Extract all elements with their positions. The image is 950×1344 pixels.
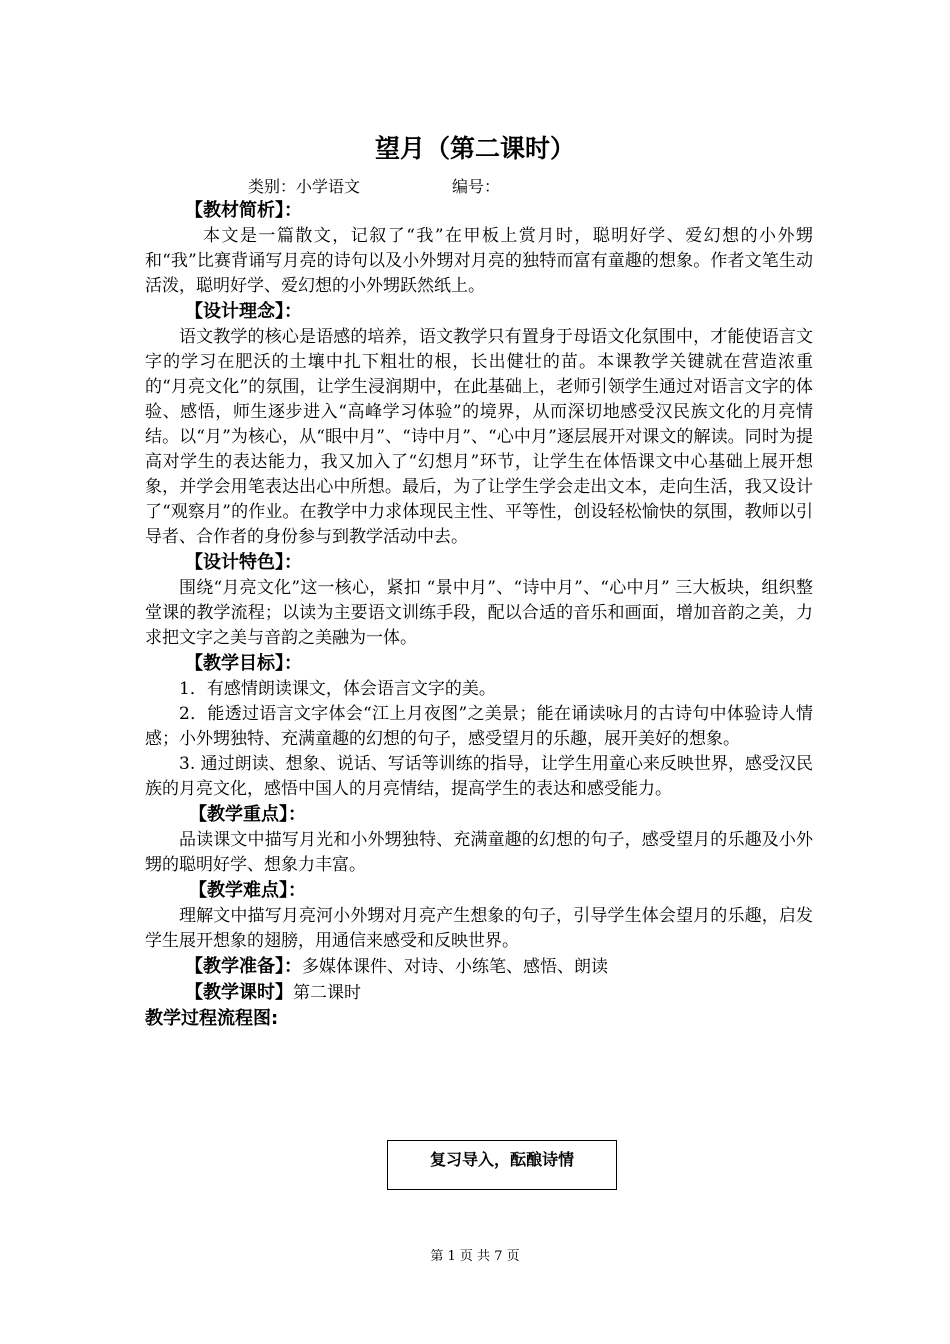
preparation-value: 多媒体课件、对诗、小练笔、感悟、朗读 bbox=[302, 957, 608, 977]
section-heading-features: 【设计特色】： bbox=[185, 552, 302, 573]
section-heading-goals: 【教学目标】： bbox=[185, 653, 302, 674]
paragraph-difficulties: 理解文中描写月亮河小外甥对月亮产生想象的句子，引导学生体会望月的乐趣，启发学生展开想象的翅膀，用通信来感受和反映世界。 bbox=[145, 906, 813, 951]
category-label: 类别：小学语文 bbox=[248, 177, 361, 196]
lesson-time-line bbox=[145, 980, 813, 1006]
paragraph-goal-3: 3. 通过朗读、想象、说话、写话等训练的指导，让学生用童心来反映世界，感受汉民族的月亮文化，感悟中国人的月亮情结，提高学生的表达和感受能力。 bbox=[145, 754, 813, 799]
paragraph-materials: 本文是一篇散文，记叙了“我”在甲板上赏月时，聪明好学、爱幻想的小外甥和“我”比赛背诵写月亮的诗句以及小外甥对月亮的独特而富有童趣的想象。作者文笔生动活泼，聪明好学、爱幻想的小外甥跃然纸上。 bbox=[145, 226, 813, 296]
preparation-heading: 【教学准备】： bbox=[185, 956, 302, 977]
document-body bbox=[145, 198, 813, 1032]
paragraph-goal-2: 2．能透过语言文字体会“江上月夜图”之美景；能在诵读咏月的古诗句中体验诗人情感；小外甥独特、充满童趣的幻想的句子，感受望月的乐趣，展开美好的想象。 bbox=[145, 704, 813, 749]
section-heading-concept: 【设计理念】： bbox=[185, 301, 302, 322]
page-footer: 第 1 页 共 7 页 bbox=[430, 1249, 520, 1264]
number-label: 编号： bbox=[452, 177, 501, 196]
section-heading-materials: 【教材简析】： bbox=[185, 200, 302, 221]
page-title: 望月（第二课时） bbox=[374, 134, 575, 163]
flowchart-step-box: 复习导入，酝酿诗情 bbox=[387, 1140, 617, 1190]
paragraph-features: 围绕“月亮文化”这一核心，紧扣 “景中月”、“诗中月”、“心中月” 三大板块，组织整堂课的教学流程；以读为主要语文训练手段，配以合适的音乐和画面，增加音韵之美，力求把文字之美与音韵之美融为一体。 bbox=[145, 578, 813, 648]
preparation-line bbox=[145, 954, 813, 980]
lesson-time-value: 第二课时 bbox=[293, 983, 361, 1003]
section-heading-key-points: 【教学重点】： bbox=[189, 804, 306, 825]
paragraph-concept: 语文教学的核心是语感的培养，语文教学只有置身于母语文化氛围中，才能使语言文字的学习在肥沃的土壤中扎下粗壮的根，长出健壮的苗。本课教学关键就在营造浓重的“月亮文化”的氛围，让学生浸润期中，在此基础上，老师引领学生通过对语言文字的体验、感悟，师生逐步进入“高峰学习体验”的境界，从而深切地感受汉民族文化的月亮情结。以“月”为核心，从“眼中月”、“诗中月”、“心中月”逐层展开对课文的解读。同时为提高对学生的表达能力，我又加入了“幻想月”环节，让学生在体悟课文中心基础上展开想象，并学会用笔表达出心中所想。最后，为了让学生学会走出文本，走向生活，我又设计了“观察月”的作业。在教学中力求体现民主性、平等性，创设轻松愉快的氛围，教师以引导者、合作者的身份参与到教学活动中去。 bbox=[145, 327, 813, 547]
lesson-time-heading: 【教学课时】 bbox=[185, 982, 293, 1003]
paragraph-key-points: 品读课文中描写月光和小外甥独特、充满童趣的幻想的句子，感受望月的乐趣及小外甥的聪明好学、想象力丰富。 bbox=[145, 830, 813, 875]
flowchart-title: 教学过程流程图: bbox=[145, 1008, 279, 1029]
section-heading-difficulties: 【教学难点】： bbox=[189, 880, 306, 901]
paragraph-goal-1: 1．有感情朗读课文，体会语言文字的美。 bbox=[179, 679, 496, 699]
